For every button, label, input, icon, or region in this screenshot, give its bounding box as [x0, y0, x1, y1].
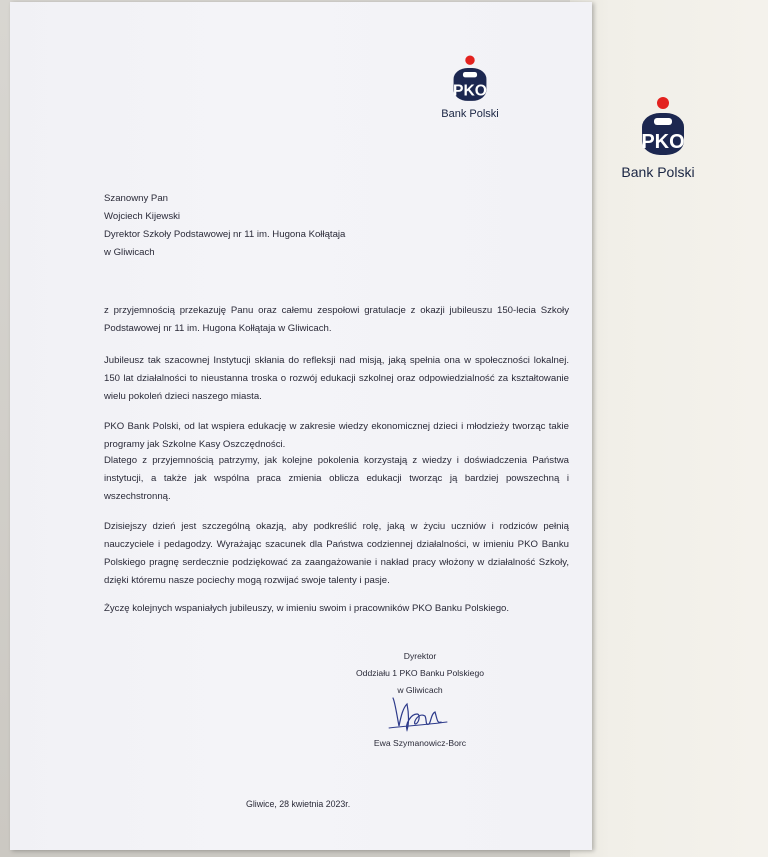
- letter-brand: Bank Polski: [441, 108, 499, 120]
- letter-date: Gliwice, 28 kwietnia 2023r.: [246, 799, 351, 809]
- svg-text:PKO: PKO: [641, 131, 685, 153]
- address-line: w Gliwicach: [104, 247, 155, 258]
- signature-city: w Gliwicach: [397, 685, 443, 695]
- pko-logo-icon: [640, 96, 686, 158]
- signatory-name: Ewa Szymanowicz-Borc: [373, 738, 467, 748]
- paragraph: z przyjemnością przekazuję Panu oraz całemu zespołowi gratulacje z okazji jubileuszu 150-lecia Szkoły Podstawowej nr 11 im. Hugona Kołłątaja w Gliwicach.: [104, 305, 569, 334]
- recipient-address: [104, 190, 504, 262]
- handwritten-signature: [385, 692, 455, 734]
- svg-text:PKO: PKO: [453, 82, 487, 100]
- paragraph: Jubileusz tak szacownej Instytucji skłania do refleksji nad misją, jaką spełnia ona w społeczności lokalnej. 150 lat działalności to nieustanna troska o rozwój edukacji szkolnej oraz odpowiedzialność za kształtowanie wielu pokoleń dzieci naszego miasta.: [104, 355, 569, 402]
- paragraph: PKO Bank Polski, od lat wspiera edukację w zakresie wiedzy ekonomicznej dzieci i młodzieży tworząc takie programy jak Szkolne Kasy Oszczędności.: [104, 421, 569, 450]
- paragraph: Dzisiejszy dzień jest szczególną okazją, aby podkreślić rolę, jaką w życiu uczniów i rodziców pełnią nauczyciele i pedagodzy. Wyrażając szacunek dla Państwa codziennej działalności, w imieniu PKO Banku Polskiego pragnę serdecznie podziękować za zaangażowanie i nakład pracy włożony w działalność Szkoły, dzięki któremu nasze pociechy mogą rozwijać swoje talenty i pasje.: [104, 521, 569, 586]
- address-line: Dyrektor Szkoły Podstawowej nr 11 im. Hugona Kołłątaja: [104, 229, 346, 240]
- address-line: Szanowny Pan: [104, 193, 168, 204]
- folder-logo: [621, 96, 699, 180]
- folder-brand: Bank Polski: [621, 164, 695, 180]
- signature-role: Dyrektor: [403, 651, 437, 661]
- address-line: Wojciech Kijewski: [104, 211, 181, 222]
- signature-branch: Oddziału 1 PKO Banku Polskiego: [355, 668, 485, 678]
- pko-logo-icon: [452, 54, 488, 104]
- letter-logo: [430, 54, 510, 120]
- paragraph: Dlatego z przyjemnością patrzymy, jak kolejne pokolenia korzystają z wiedzy i doświadczenia Państwa instytucji, a także jak wspólna praca zmienia oblicza edukacji tworząc ją bardziej powszechną i wszechstronną.: [104, 455, 569, 502]
- paragraph: Życzę kolejnych wspaniałych jubileuszy, w imieniu swoim i pracowników PKO Banku Polskiego.: [104, 603, 510, 614]
